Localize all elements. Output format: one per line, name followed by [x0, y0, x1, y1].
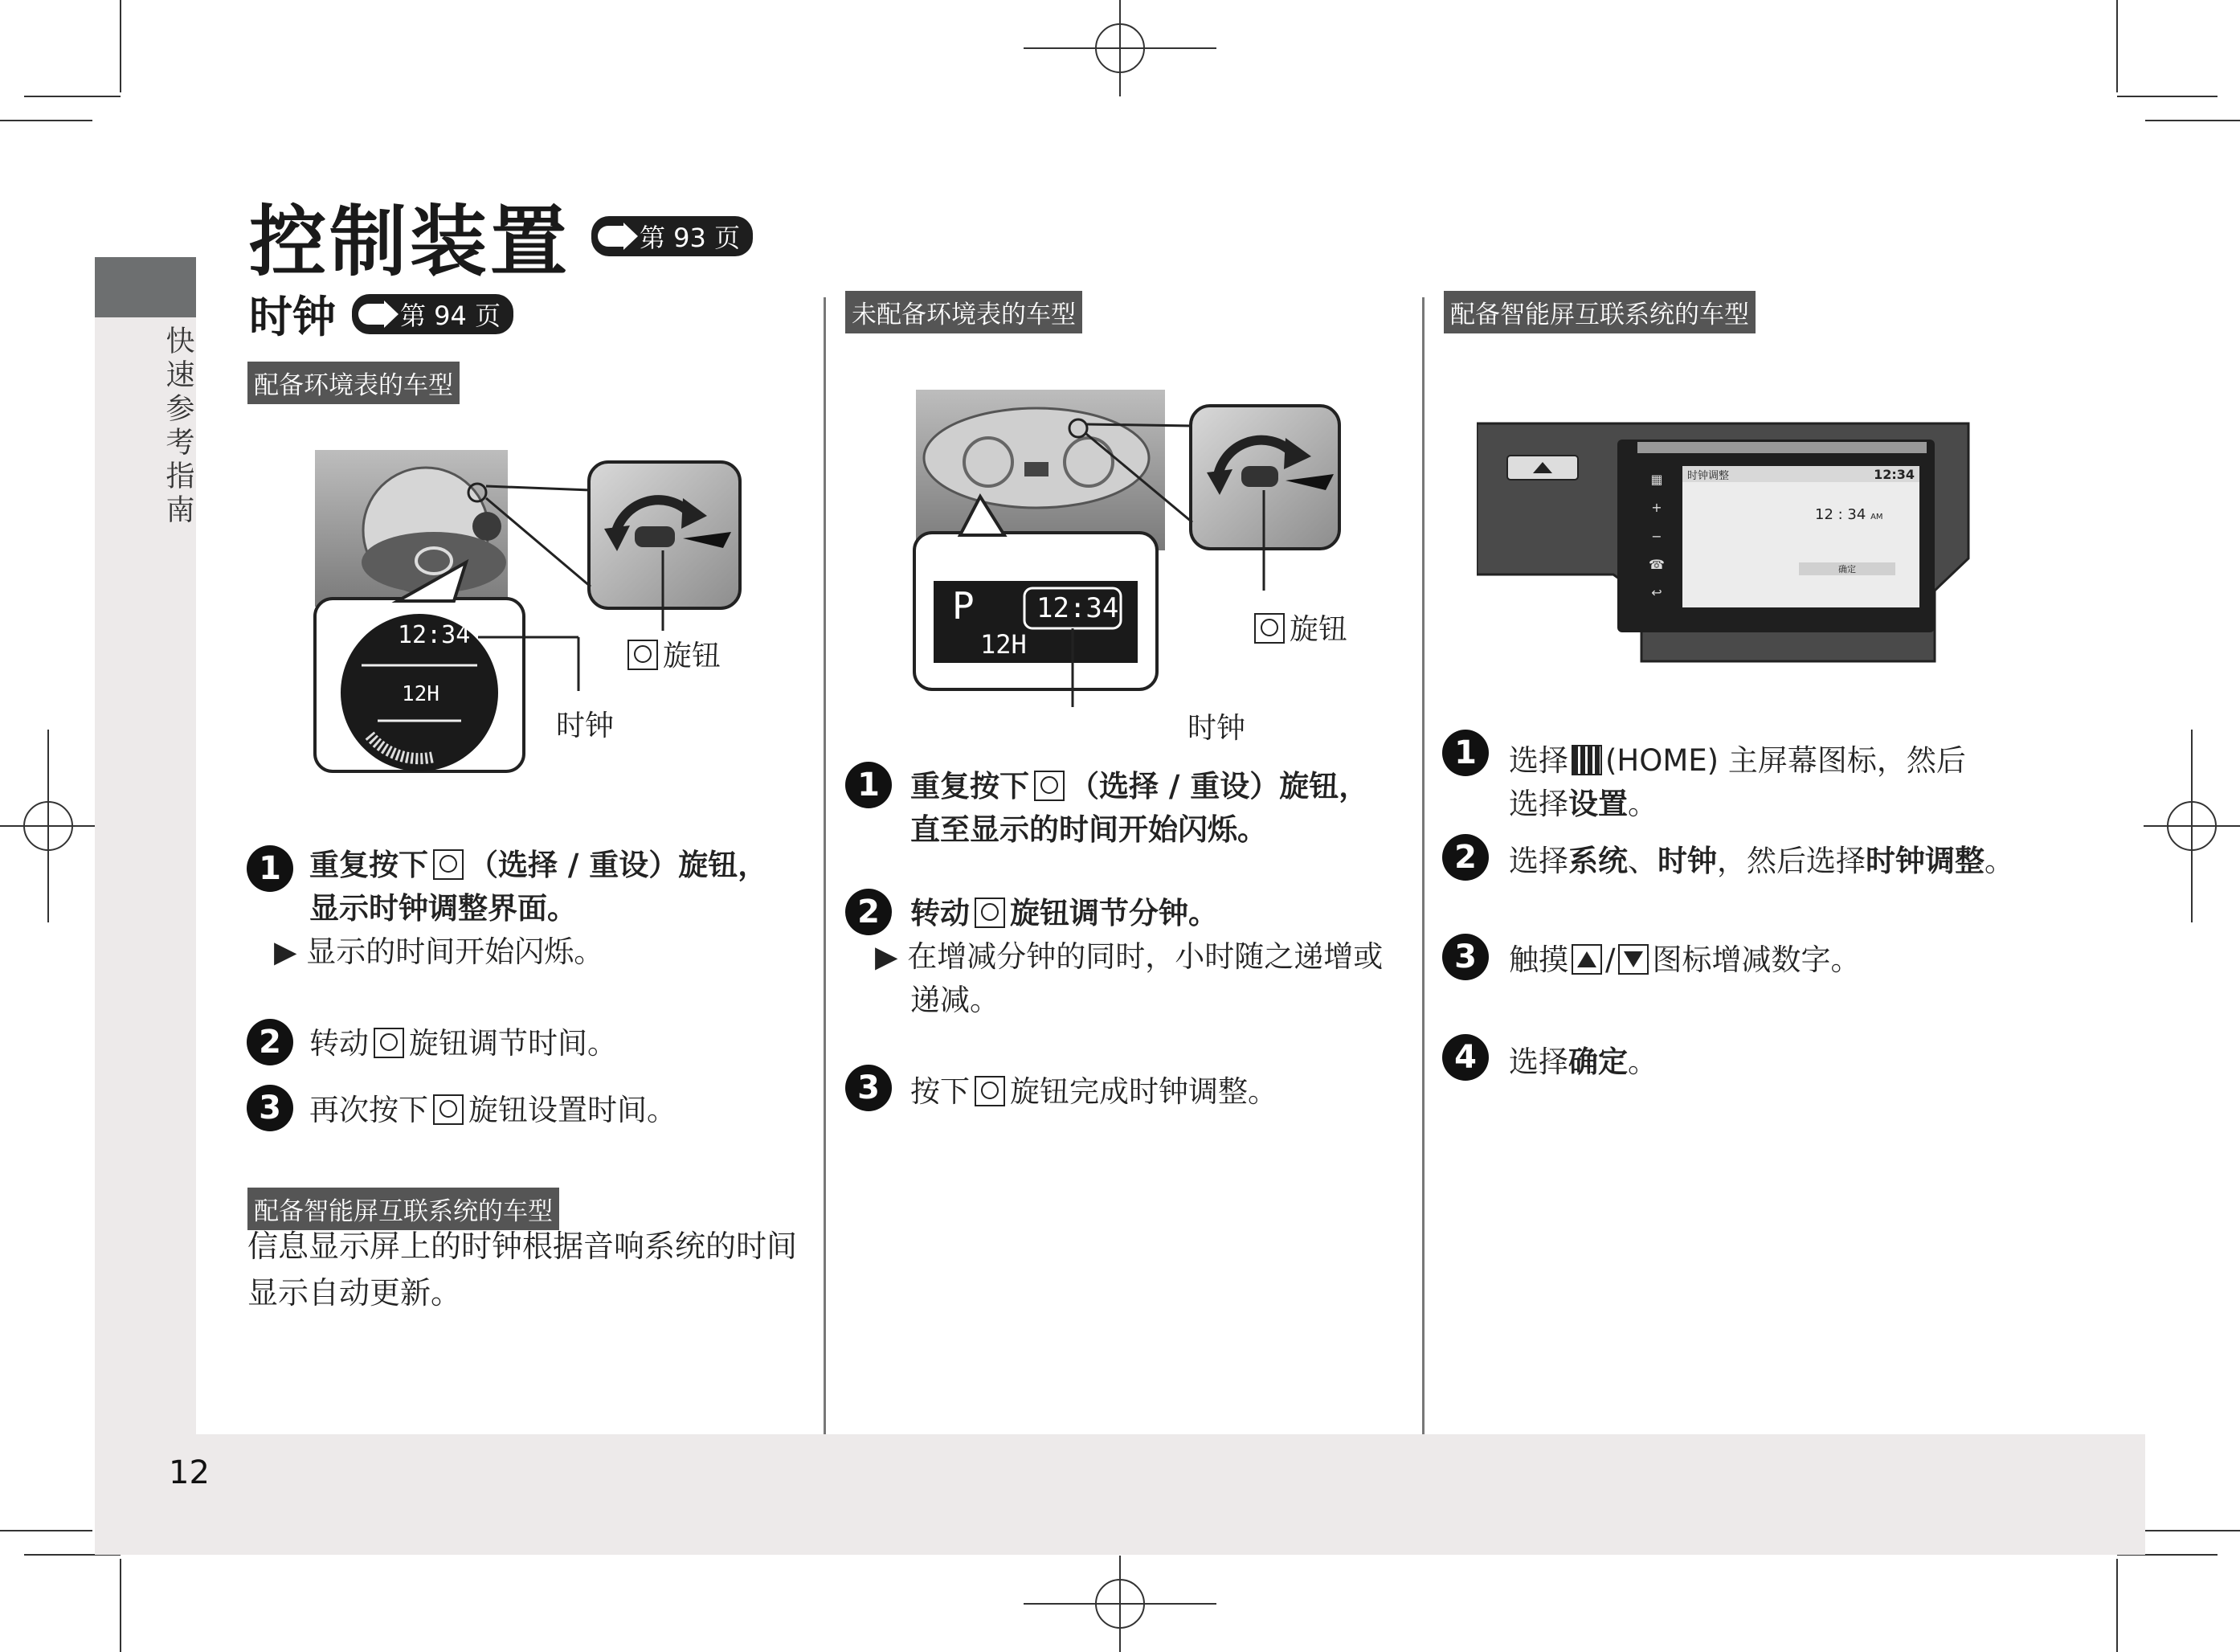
screen-title: 时钟调整: [1687, 469, 1730, 482]
col1-step1-line1: [309, 844, 807, 887]
col2-step2-text-a: 转动: [910, 896, 970, 930]
col3-step1-text-c: 选择: [1509, 787, 1568, 821]
section-subtitle: 时钟: [249, 292, 336, 342]
down-arrow-icon: [1618, 944, 1649, 975]
head-unit-screen: [1682, 466, 1919, 607]
col2-step2-note-line1: 在增减分钟的同时，小时随之递增或: [907, 939, 1384, 974]
col1-step1-text-b: （选择 / 重设）旋钮，: [468, 848, 768, 882]
step-number-3: 3: [845, 1065, 892, 1111]
back-icon[interactable]: ↩: [1651, 585, 1662, 600]
col3-step1-text-e: 。: [1628, 787, 1658, 821]
col2-clock-caption: 时钟: [1187, 712, 1246, 745]
col1-step1-text-a: 重复按下: [309, 848, 428, 882]
col3-step4-ok: 确定: [1568, 1045, 1628, 1079]
col2-knob-caption-text: 旋钮: [1290, 613, 1348, 646]
subtitle-row: [249, 283, 513, 345]
col2-display-mode: 12H: [980, 629, 1027, 660]
col2-step2-note-line2: 递减。: [910, 983, 999, 1017]
page-title: 控制装置: [249, 197, 570, 287]
title-page-ref-link[interactable]: [591, 216, 753, 256]
col1-step1-line2: 显示时钟调整界面。: [309, 891, 577, 926]
col3-step4: [1509, 1041, 1658, 1084]
page-title-row: [249, 181, 753, 291]
screen-clock: 12:34: [1874, 466, 1915, 482]
col3-step2-system: 系统: [1568, 844, 1628, 878]
col3-step2-text-a: 选择: [1509, 844, 1568, 878]
step-number-2: 2: [845, 889, 892, 935]
col2-step1-line2: 直至显示的时间开始闪烁。: [910, 812, 1267, 847]
screen-time-value[interactable]: 12 : 34: [1815, 506, 1866, 523]
knob-icon: [627, 640, 658, 670]
col2-knob-caption: [1249, 607, 1347, 648]
col3-head-unit-illustration: [1477, 422, 1970, 663]
col1-display-time: 12:34: [398, 621, 471, 649]
col3-step1-line1: [1509, 739, 2007, 783]
col1-display-mode: 12H: [402, 682, 439, 706]
col3-step1: [1509, 739, 2007, 826]
col1-paragraph-line2: 显示自动更新。: [247, 1275, 462, 1311]
col1-step3-text-a: 再次按下: [309, 1093, 428, 1127]
subtitle-page-ref-link[interactable]: [352, 294, 513, 334]
knob-icon: [433, 1094, 464, 1125]
knob-icon: [374, 1028, 404, 1058]
column-divider-2: [1422, 297, 1425, 1434]
knob-icon: [433, 849, 464, 880]
knob-icon: [1034, 771, 1065, 801]
col2-step1-text-a: 重复按下: [910, 769, 1029, 804]
knob-icon: [1254, 613, 1285, 644]
subtitle-page-ref-label: 第 94 页: [400, 300, 501, 331]
up-arrow-icon: [1572, 944, 1602, 975]
col1-paragraph-line1: 信息显示屏上的时钟根据音响系统的时间: [247, 1229, 798, 1264]
step-number-3: 3: [1442, 934, 1489, 980]
col3-step1-text-a: 选择: [1509, 743, 1568, 778]
col1-paragraph: [247, 1223, 797, 1316]
knob-icon: [975, 898, 1005, 928]
column-divider-1: [824, 297, 826, 1434]
arrow-icon: [598, 226, 633, 247]
col2-step2: [875, 892, 1416, 1022]
col2-step2-line1: [910, 892, 1416, 935]
col3-step3-slash: /: [1605, 943, 1616, 977]
col3-step3: [1509, 938, 1860, 982]
col2-step3-text-a: 按下: [910, 1074, 970, 1109]
col1-step2-text-a: 转动: [309, 1026, 369, 1061]
col3-step2-clock-adjust: 时钟调整: [1866, 844, 1985, 878]
col1-step1-note-text: 显示的时间开始闪烁。: [306, 934, 604, 969]
col1-step1: [274, 844, 807, 974]
step-number-2: 2: [247, 1019, 293, 1065]
col1-dashboard-illustration: [305, 442, 755, 779]
bottom-band: [95, 1434, 2145, 1555]
step-number-4: 4: [1442, 1034, 1489, 1081]
col3-step4-text-c: 。: [1628, 1045, 1658, 1079]
page-number: 12: [169, 1454, 210, 1491]
col2-step3: [910, 1070, 1277, 1114]
screen-ampm[interactable]: AM: [1870, 513, 1883, 521]
col2-dashboard-illustration: [908, 386, 1358, 707]
step-number-1: 1: [845, 762, 892, 808]
col1-step3: [309, 1089, 676, 1132]
screen-header: [1682, 466, 1919, 482]
col1-step3-text-b: 旋钮设置时间。: [468, 1093, 676, 1127]
col3-step1-line2: [1509, 783, 2007, 826]
col1-step1-note: [274, 930, 807, 974]
step-number-3: 3: [247, 1085, 293, 1131]
col1-model-tag: 配备环境表的车型: [247, 362, 460, 404]
col2-step1-line1: [910, 765, 1408, 808]
col3-model-tag: 配备智能屏互联系统的车型: [1444, 291, 1756, 333]
col1-knob-caption-text: 旋钮: [663, 640, 721, 673]
knob-icon: [975, 1076, 1005, 1106]
screen-side-icons: [1645, 472, 1668, 600]
col3-step1-settings: 设置: [1568, 787, 1628, 821]
volume-down-icon[interactable]: −: [1651, 528, 1662, 544]
result-arrow-icon: ▶: [875, 939, 908, 974]
title-page-ref-label: 第 93 页: [640, 222, 741, 253]
screen-ok-button[interactable]: 确定: [1799, 562, 1895, 575]
col2-model-tag: 未配备环境表的车型: [845, 291, 1082, 333]
col3-step2: [1509, 840, 2031, 883]
col3-step2-text-c: 、: [1628, 844, 1658, 878]
col3-step2-clock: 时钟: [1658, 844, 1717, 878]
col2-step1-text-b: （选择 / 重设）旋钮，: [1069, 769, 1369, 804]
col3-step2-text-e: ，然后选择: [1717, 844, 1866, 878]
arrow-icon: [358, 304, 394, 325]
col2-step1: [910, 765, 1408, 852]
col1-step2-text-b: 旋钮调节时间。: [409, 1026, 617, 1061]
col3-step1-text-b: (HOME) 主屏幕图标，然后: [1605, 743, 1966, 778]
col2-step2-note: [875, 935, 1416, 979]
step-number-1: 1: [247, 845, 293, 892]
phone-icon[interactable]: ☎: [1649, 556, 1665, 572]
col3-step4-text-a: 选择: [1509, 1045, 1568, 1079]
sidebar-tab: [95, 257, 196, 317]
step-number-2: 2: [1442, 834, 1489, 881]
col3-step3-text-a: 触摸: [1509, 943, 1568, 977]
volume-up-icon[interactable]: +: [1651, 500, 1662, 516]
home-grid-icon: [1572, 745, 1602, 775]
col2-step3-text-b: 旋钮完成时钟调整。: [1010, 1074, 1277, 1109]
col3-step3-text-c: 图标增减数字。: [1652, 943, 1861, 977]
home-icon[interactable]: ▦: [1650, 472, 1663, 487]
col1-clock-caption: 时钟: [556, 709, 615, 742]
sidebar-tab-label: 快速参考指南: [161, 325, 194, 528]
col2-step2-text-b: 旋钮调节分钟。: [1010, 896, 1218, 930]
col1-step2: [309, 1022, 617, 1065]
col2-display-time: 12:34: [1036, 592, 1119, 624]
result-arrow-icon: ▶: [274, 934, 307, 969]
col1-knob-caption: [623, 633, 721, 674]
col2-display-gear: P: [952, 584, 975, 628]
col1-model-tag-2: 配备智能屏互联系统的车型: [247, 1188, 559, 1230]
col3-step2-text-g: 。: [1985, 844, 2014, 878]
screen-time-setter: [1815, 506, 1883, 523]
step-number-1: 1: [1442, 730, 1489, 776]
